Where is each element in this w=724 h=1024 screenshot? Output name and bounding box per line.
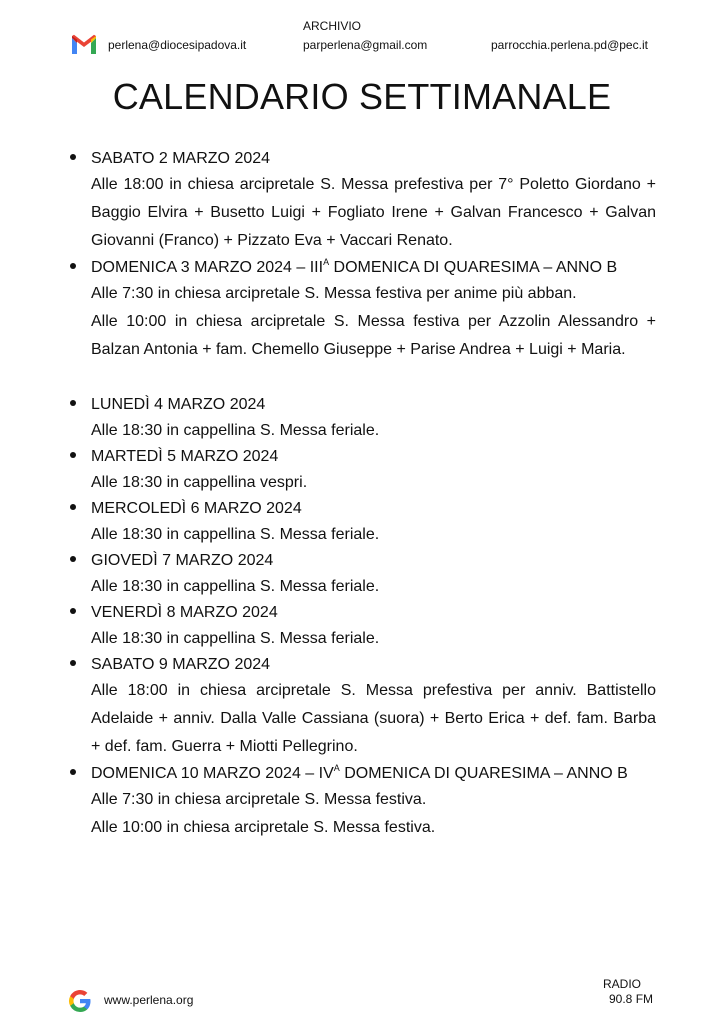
radio-label: RADIO bbox=[603, 977, 642, 991]
website-link[interactable]: www.perlena.org bbox=[104, 993, 194, 1007]
bullet bbox=[70, 769, 76, 775]
calendar-list bbox=[70, 146, 656, 842]
bullet bbox=[70, 504, 76, 510]
archive-label: ARCHIVIO bbox=[303, 19, 362, 33]
entry-heading: DOMENICA 10 MARZO $2024 - IV^A$ DOMENICA DI QUARESIMA – ANNO B bbox=[91, 763, 628, 782]
entry-text: Alle 18:30 in cappellina S. Messa feriale. bbox=[91, 422, 380, 439]
email-diocesi[interactable]: perlena@diocesipadova.it bbox=[108, 38, 247, 52]
entry-heading: VENERDÌ 8 MARZO 2024 bbox=[91, 604, 278, 621]
header bbox=[0, 0, 724, 60]
calendar-entry bbox=[70, 761, 656, 842]
entry-heading: SABATO 9 MARZO 2024 bbox=[91, 656, 271, 673]
calendar-entry bbox=[70, 444, 656, 496]
bullet bbox=[70, 660, 76, 666]
email-pec[interactable]: parrocchia.perlena.pd@pec.it bbox=[491, 38, 648, 52]
entry-heading: SABATO 2 MARZO 2024 bbox=[91, 150, 271, 167]
calendar-entry bbox=[70, 600, 656, 652]
calendar-entry bbox=[70, 146, 656, 255]
spacer bbox=[70, 364, 656, 392]
calendar-entry bbox=[70, 255, 656, 364]
radio-info bbox=[603, 977, 653, 1007]
bullet bbox=[70, 608, 76, 614]
entry-heading: MERCOLEDÌ 6 MARZO 2024 bbox=[91, 500, 302, 517]
google-icon bbox=[68, 989, 92, 1013]
email-gmail[interactable]: parperlena@gmail.com bbox=[303, 38, 428, 52]
entry-text: Alle 7:30 in chiesa arcipretale S. Messa festiva per anime più abban. bbox=[91, 285, 577, 302]
entry-heading: GIOVEDÌ 7 MARZO 2024 bbox=[91, 552, 274, 569]
bullet bbox=[70, 400, 76, 406]
entry-heading: MARTEDÌ 5 MARZO 2024 bbox=[91, 448, 279, 465]
entry-heading: LUNEDÌ 4 MARZO 2024 bbox=[91, 396, 266, 413]
entry-text: Alle 18:30 in cappellina S. Messa feriale. bbox=[91, 578, 380, 595]
bullet bbox=[70, 263, 76, 269]
entry-text: Alle 18:00 in chiesa arcipretale S. Messa prefestiva per anniv. Battistello Adelaide + anniv. Dalla Valle Cassiana (suora) + Berto Erica + def. fam. Barba + def. fam. Guerra + Miotti Pellegrino. bbox=[91, 682, 656, 755]
entry-heading: DOMENICA 3 MARZO $2024 - III^A$ DOMENICA DI QUARESIMA – ANNO B bbox=[91, 257, 618, 276]
bullet bbox=[70, 154, 76, 160]
bullet bbox=[70, 556, 76, 562]
entry-text: Alle 18:30 in cappellina S. Messa feriale. bbox=[91, 630, 380, 647]
entry-text: Alle 10:00 in chiesa arcipretale S. Messa festiva. bbox=[91, 819, 436, 836]
gmail-icon bbox=[70, 34, 98, 56]
footer bbox=[0, 970, 724, 1024]
calendar-entry bbox=[70, 548, 656, 600]
radio-frequency: 90.8 FM bbox=[609, 992, 654, 1006]
entry-text: Alle 10:00 in chiesa arcipretale S. Messa festiva per Azzolin Alessandro + Balzan Antonia + fam. Chemello Giuseppe + Parise Andrea + Luigi + Maria. bbox=[91, 313, 656, 358]
calendar-entry bbox=[70, 652, 656, 761]
page-title: CALENDARIO SETTIMANALE bbox=[112, 76, 612, 117]
entry-text: Alle 18:30 in cappellina vespri. bbox=[91, 474, 308, 491]
calendar-entry bbox=[70, 496, 656, 548]
entry-text: Alle 18:30 in cappellina S. Messa feriale. bbox=[91, 526, 380, 543]
entry-text: Alle 18:00 in chiesa arcipretale S. Messa prefestiva per 7° Poletto Giordano + Baggio Elvira + Busetto Luigi + Fogliato Irene + Galvan Francesco + Galvan Giovanni (Franco) + Pizzato Eva + Vaccari Renato. bbox=[91, 176, 656, 249]
calendar-entry bbox=[70, 392, 656, 444]
entry-text: Alle 7:30 in chiesa arcipretale S. Messa festiva. bbox=[91, 791, 427, 808]
bullet bbox=[70, 452, 76, 458]
